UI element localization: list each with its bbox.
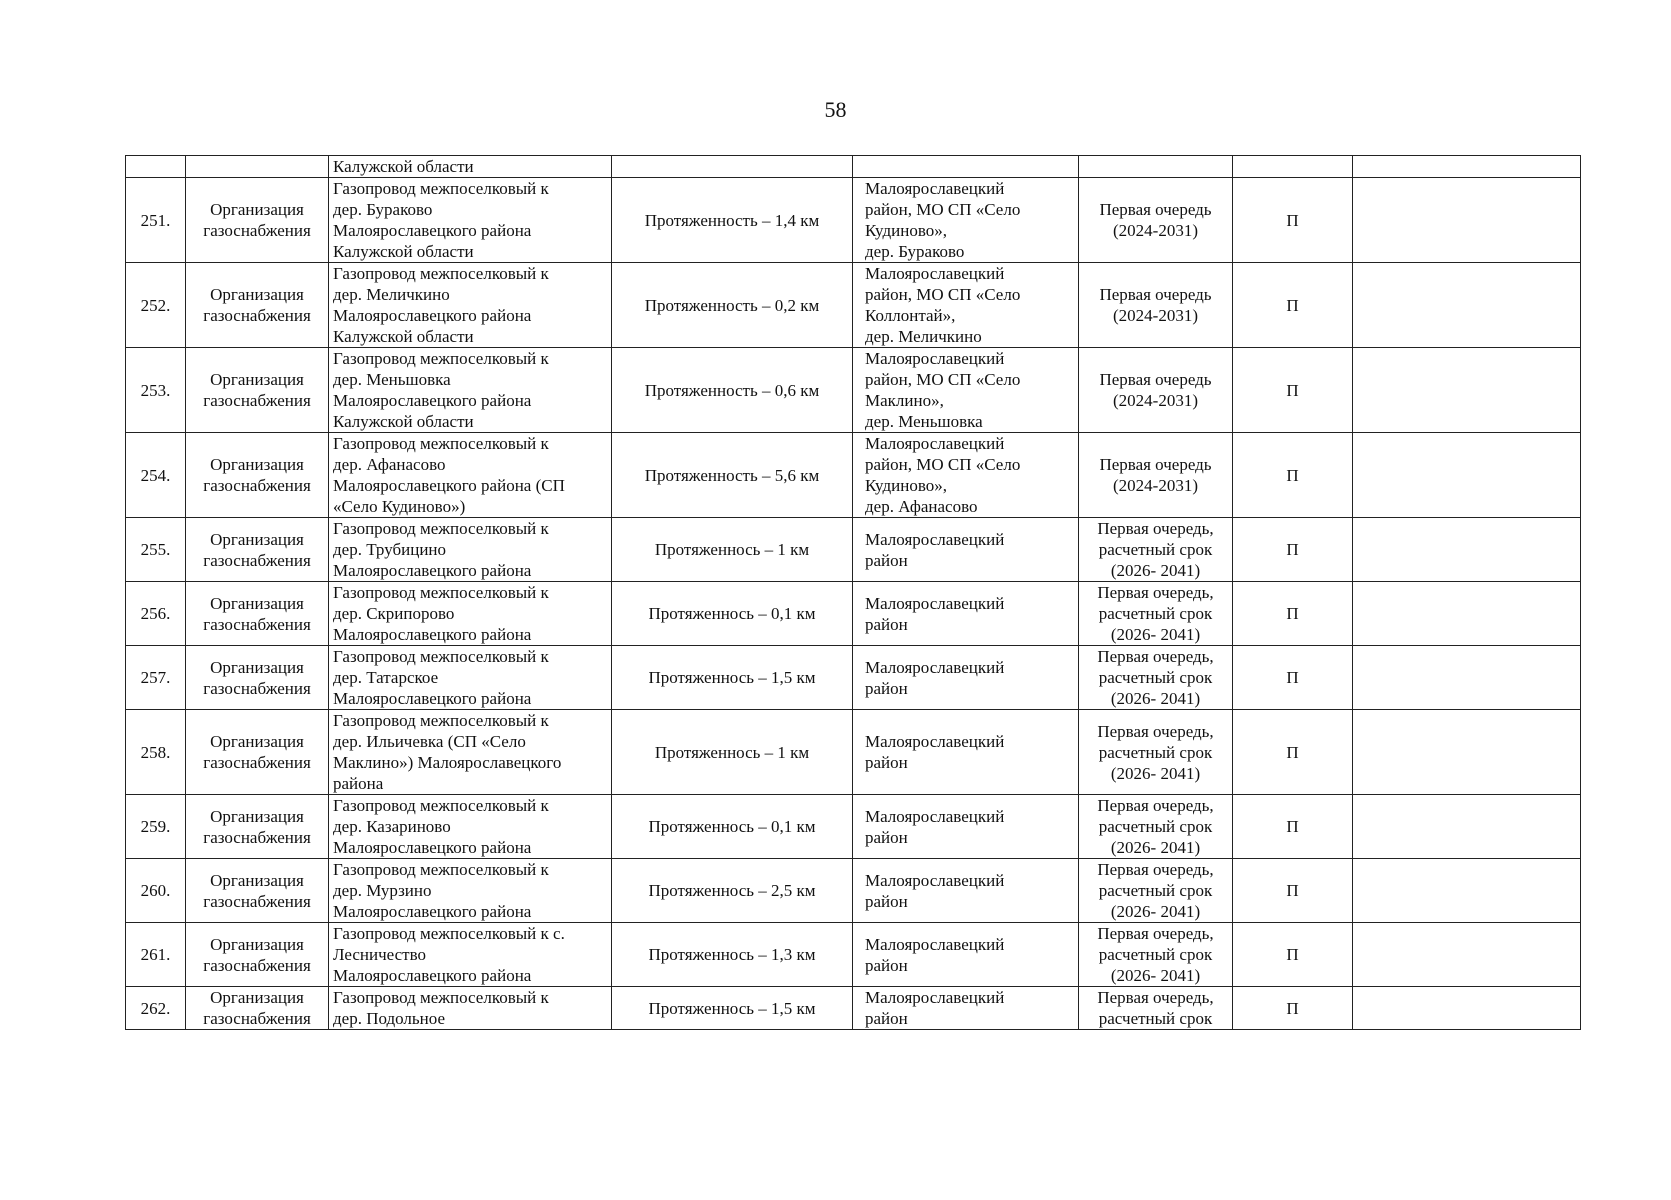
cell-name-line: дер. Подольное bbox=[333, 1009, 445, 1028]
cell-extra bbox=[1353, 263, 1581, 348]
cell-location bbox=[853, 859, 1079, 923]
cell-name-line: Газопровод межпоселковый к bbox=[333, 988, 549, 1007]
cell-stage bbox=[1079, 646, 1233, 710]
cell-type-line: газоснабжения bbox=[203, 391, 311, 410]
cell-extra bbox=[1353, 156, 1581, 178]
cell-characteristic: Протяженнось – 1,5 км bbox=[612, 646, 853, 710]
cell-name-line: дер. Скрипорово bbox=[333, 604, 455, 623]
cell-extra bbox=[1353, 710, 1581, 795]
cell-location-line: район bbox=[865, 955, 908, 975]
cell-characteristic: Протяженность – 5,6 км bbox=[612, 433, 853, 518]
cell-name-line: Малоярославецкого района bbox=[333, 561, 532, 580]
page-number: 58 bbox=[824, 97, 847, 122]
cell-name bbox=[329, 795, 612, 859]
cell-status bbox=[1233, 156, 1353, 178]
cell-extra bbox=[1353, 987, 1581, 1030]
cell-name-line: Газопровод межпоселковый к bbox=[333, 519, 549, 538]
cell-name-line: Малоярославецкого района bbox=[333, 391, 532, 410]
cell-name-line: Малоярославецкого района bbox=[333, 902, 532, 921]
cell-type-line: газоснабжения bbox=[203, 476, 311, 495]
cell-location bbox=[853, 263, 1079, 348]
cell-location-line: район, МО СП «Село bbox=[865, 455, 1021, 474]
cell-num: 255. bbox=[126, 518, 186, 582]
cell-stage bbox=[1079, 987, 1233, 1030]
cell-stage-line: расчетный срок bbox=[1098, 668, 1213, 687]
cell-name-line: Лесничество bbox=[333, 945, 427, 964]
table-row bbox=[126, 646, 1581, 710]
cell-status: П bbox=[1233, 518, 1353, 582]
cell-characteristic: Протяженнось – 2,5 км bbox=[612, 859, 853, 923]
cell-stage bbox=[1079, 178, 1233, 263]
cell-num: 262. bbox=[126, 987, 186, 1030]
cell-location-line: Малоярославецкий bbox=[865, 349, 1005, 368]
cell-name-line: Калужской области bbox=[333, 327, 474, 346]
cell-location bbox=[853, 923, 1079, 987]
cell-location bbox=[853, 156, 1079, 178]
cell-type-line: Организация bbox=[210, 806, 304, 826]
cell-type-line: Организация bbox=[210, 529, 304, 549]
cell-stage-line: (2024-2031) bbox=[1113, 391, 1198, 410]
cell-name-line: района bbox=[333, 774, 384, 793]
cell-location-line: Кудиново», bbox=[865, 476, 947, 495]
cell-stage-line: Первая очередь bbox=[1099, 200, 1212, 219]
cell-extra bbox=[1353, 433, 1581, 518]
cell-status: П bbox=[1233, 923, 1353, 987]
cell-num: 253. bbox=[126, 348, 186, 433]
cell-name-line: Малоярославецкого района bbox=[333, 838, 532, 857]
cell-name-line: Малоярославецкого района (СП bbox=[333, 476, 565, 495]
continuation-text: Калужской области bbox=[329, 156, 612, 178]
cell-location-line: район, МО СП «Село bbox=[865, 285, 1021, 304]
cell-location-line: Малоярославецкий bbox=[865, 264, 1005, 283]
cell-stage-line: Первая очередь, bbox=[1097, 519, 1214, 538]
cell-name bbox=[329, 859, 612, 923]
cell-location-line: Маклино», bbox=[865, 391, 944, 410]
cell-location bbox=[853, 348, 1079, 433]
cell-location-line: район bbox=[865, 550, 908, 570]
cell-name-line: Газопровод межпоселковый к bbox=[333, 583, 549, 602]
cell-name bbox=[329, 710, 612, 795]
cell-extra bbox=[1353, 646, 1581, 710]
cell-location-line: дер. Бураково bbox=[865, 242, 965, 261]
cell-stage-line: расчетный срок bbox=[1098, 742, 1213, 762]
cell-name-line: Маклино») Малоярославецкого bbox=[333, 753, 562, 772]
cell-extra bbox=[1353, 348, 1581, 433]
cell-location-line: Малоярославецкий bbox=[865, 806, 1005, 826]
cell-type bbox=[186, 710, 329, 795]
cell-characteristic bbox=[612, 156, 853, 178]
cell-stage-line: расчетный срок bbox=[1098, 540, 1213, 559]
cell-type bbox=[186, 923, 329, 987]
cell-num: 259. bbox=[126, 795, 186, 859]
cell-stage-line: Первая очередь, bbox=[1097, 721, 1214, 741]
cell-characteristic: Протяженнось – 0,1 км bbox=[612, 582, 853, 646]
cell-name-line: «Село Кудиново») bbox=[333, 497, 466, 516]
cell-type bbox=[186, 582, 329, 646]
cell-name-line: дер. Меньшовка bbox=[333, 370, 451, 389]
cell-location-line: Малоярославецкий bbox=[865, 732, 1005, 751]
cell-stage-line: (2026- 2041) bbox=[1110, 625, 1201, 644]
cell-location bbox=[853, 433, 1079, 518]
cell-location bbox=[853, 178, 1079, 263]
cell-type-line: газоснабжения bbox=[203, 955, 311, 975]
cell-name-line: Малоярославецкого района bbox=[333, 625, 532, 644]
cell-status: П bbox=[1233, 582, 1353, 646]
cell-name-line: Малоярославецкого района bbox=[333, 966, 532, 985]
cell-stage-line: Первая очередь bbox=[1099, 285, 1212, 304]
cell-stage-line: расчетный срок bbox=[1098, 945, 1213, 964]
cell-stage bbox=[1079, 923, 1233, 987]
cell-stage-line: (2026- 2041) bbox=[1110, 902, 1201, 921]
cell-num bbox=[126, 156, 186, 178]
cell-status: П bbox=[1233, 646, 1353, 710]
cell-location-line: район bbox=[865, 1009, 908, 1028]
cell-location-line: дер. Афанасово bbox=[865, 497, 978, 516]
cell-type bbox=[186, 795, 329, 859]
cell-name-line: Малоярославецкого района bbox=[333, 689, 532, 708]
cell-type-line: Организация bbox=[210, 455, 304, 474]
cell-characteristic: Протяженнось – 1,3 км bbox=[612, 923, 853, 987]
cell-name-line: Газопровод межпоселковый к с. bbox=[333, 924, 565, 943]
cell-extra bbox=[1353, 923, 1581, 987]
cell-location-line: Малоярославецкий bbox=[865, 179, 1005, 198]
cell-characteristic: Протяженность – 0,6 км bbox=[612, 348, 853, 433]
cell-type-line: газоснабжения bbox=[203, 306, 311, 325]
cell-name-line: Малоярославецкого района bbox=[333, 221, 532, 240]
cell-type-line: Организация bbox=[210, 988, 304, 1007]
cell-name-line: Газопровод межпоселковый к bbox=[333, 860, 549, 879]
cell-characteristic: Протяженнось – 1,5 км bbox=[612, 987, 853, 1030]
cell-extra bbox=[1353, 859, 1581, 923]
cell-name-line: дер. Казариново bbox=[333, 817, 451, 836]
cell-type-line: Организация bbox=[210, 593, 304, 613]
table-row bbox=[126, 795, 1581, 859]
cell-name bbox=[329, 518, 612, 582]
cell-type-line: газоснабжения bbox=[203, 891, 311, 911]
cell-location-line: район bbox=[865, 891, 908, 911]
cell-type bbox=[186, 263, 329, 348]
continuation-row bbox=[126, 156, 1581, 178]
cell-location-line: дер. Меличкино bbox=[865, 327, 982, 346]
cell-status: П bbox=[1233, 859, 1353, 923]
cell-stage-line: расчетный срок bbox=[1098, 817, 1213, 836]
cell-name-line: дер. Татарское bbox=[333, 668, 439, 687]
cell-location-line: Малоярославецкий bbox=[865, 434, 1005, 453]
cell-stage-line: (2026- 2041) bbox=[1110, 763, 1201, 783]
cell-location-line: Малоярославецкий bbox=[865, 529, 1005, 549]
cell-type-line: Организация bbox=[210, 370, 304, 389]
cell-stage bbox=[1079, 263, 1233, 348]
cell-location-line: Кудиново», bbox=[865, 221, 947, 240]
cell-type-line: газоснабжения bbox=[203, 1009, 311, 1028]
cell-location-line: район bbox=[865, 678, 908, 698]
cell-type-line: Организация bbox=[210, 657, 304, 677]
cell-name bbox=[329, 433, 612, 518]
cell-num: 254. bbox=[126, 433, 186, 518]
cell-characteristic: Протяженнось – 0,1 км bbox=[612, 795, 853, 859]
cell-location bbox=[853, 646, 1079, 710]
cell-num: 258. bbox=[126, 710, 186, 795]
cell-type-line: газоснабжения bbox=[203, 678, 311, 698]
cell-location-line: район bbox=[865, 614, 908, 634]
cell-num: 252. bbox=[126, 263, 186, 348]
cell-location-line: Малоярославецкий bbox=[865, 934, 1005, 954]
cell-name-line: дер. Афанасово bbox=[333, 455, 446, 474]
cell-location bbox=[853, 987, 1079, 1030]
cell-type bbox=[186, 156, 329, 178]
cell-extra bbox=[1353, 178, 1581, 263]
cell-extra bbox=[1353, 518, 1581, 582]
cell-stage bbox=[1079, 433, 1233, 518]
cell-type-line: газоснабжения bbox=[203, 550, 311, 570]
cell-location bbox=[853, 795, 1079, 859]
cell-type bbox=[186, 348, 329, 433]
cell-stage bbox=[1079, 859, 1233, 923]
cell-name-line: Калужской области bbox=[333, 412, 474, 431]
cell-name-line: дер. Меличкино bbox=[333, 285, 450, 304]
cell-num: 256. bbox=[126, 582, 186, 646]
cell-type bbox=[186, 178, 329, 263]
cell-stage-line: расчетный срок bbox=[1098, 1009, 1213, 1028]
cell-name-line: дер. Ильичевка (СП «Село bbox=[333, 732, 526, 751]
table-row bbox=[126, 710, 1581, 795]
cell-type bbox=[186, 646, 329, 710]
cell-characteristic: Протяженность – 0,2 км bbox=[612, 263, 853, 348]
cell-stage-line: Первая очередь, bbox=[1097, 796, 1214, 815]
cell-type bbox=[186, 518, 329, 582]
cell-type bbox=[186, 987, 329, 1030]
cell-location-line: Малоярославецкий bbox=[865, 657, 1005, 677]
cell-name-line: Газопровод межпоселковый к bbox=[333, 796, 549, 815]
cell-name-line: Калужской области bbox=[333, 242, 474, 261]
cell-stage-line: Первая очередь, bbox=[1097, 860, 1214, 879]
cell-location bbox=[853, 710, 1079, 795]
cell-status: П bbox=[1233, 987, 1353, 1030]
cell-location-line: Коллонтай», bbox=[865, 306, 956, 325]
table-row bbox=[126, 859, 1581, 923]
cell-extra bbox=[1353, 582, 1581, 646]
cell-location-line: Малоярославецкий bbox=[865, 593, 1005, 613]
table-row bbox=[126, 348, 1581, 433]
cell-status: П bbox=[1233, 710, 1353, 795]
cell-stage-line: Первая очередь bbox=[1099, 455, 1212, 474]
cell-name bbox=[329, 987, 612, 1030]
cell-name bbox=[329, 178, 612, 263]
cell-status: П bbox=[1233, 433, 1353, 518]
cell-name bbox=[329, 582, 612, 646]
cell-name-line: дер. Мурзино bbox=[333, 881, 432, 900]
cell-stage bbox=[1079, 348, 1233, 433]
cell-extra bbox=[1353, 795, 1581, 859]
cell-name-line: Газопровод межпоселковый к bbox=[333, 264, 549, 283]
cell-stage-line: Первая очередь bbox=[1099, 370, 1212, 389]
table-row bbox=[126, 923, 1581, 987]
cell-stage-line: расчетный срок bbox=[1098, 881, 1213, 900]
cell-location-line: Малоярославецкий bbox=[865, 870, 1005, 890]
cell-characteristic: Протяженнось – 1 км bbox=[612, 518, 853, 582]
cell-stage-line: (2026- 2041) bbox=[1110, 966, 1201, 985]
cell-stage-line: Первая очередь, bbox=[1097, 647, 1214, 666]
cell-stage-line: Первая очередь, bbox=[1097, 988, 1214, 1007]
cell-status: П bbox=[1233, 795, 1353, 859]
cell-stage-line: (2024-2031) bbox=[1113, 306, 1198, 325]
cell-location-line: район, МО СП «Село bbox=[865, 200, 1021, 219]
cell-location bbox=[853, 518, 1079, 582]
objects-table bbox=[125, 155, 1581, 1030]
cell-stage-line: (2026- 2041) bbox=[1110, 689, 1201, 708]
table-row bbox=[126, 582, 1581, 646]
cell-stage-line: (2026- 2041) bbox=[1110, 838, 1201, 857]
cell-characteristic: Протяженнось – 1 км bbox=[612, 710, 853, 795]
cell-name bbox=[329, 263, 612, 348]
cell-name-line: Малоярославецкого района bbox=[333, 306, 532, 325]
cell-location-line: район, МО СП «Село bbox=[865, 370, 1021, 389]
table-row bbox=[126, 178, 1581, 263]
cell-type-line: Организация bbox=[210, 732, 304, 751]
table-row bbox=[126, 263, 1581, 348]
cell-location-line: дер. Меньшовка bbox=[865, 412, 983, 431]
cell-characteristic: Протяженность – 1,4 км bbox=[612, 178, 853, 263]
cell-type-line: газоснабжения bbox=[203, 614, 311, 634]
cell-type-line: Организация bbox=[210, 934, 304, 954]
cell-num: 261. bbox=[126, 923, 186, 987]
cell-name bbox=[329, 923, 612, 987]
cell-location-line: район bbox=[865, 827, 908, 847]
cell-stage-line: Первая очередь, bbox=[1097, 924, 1214, 943]
cell-num: 251. bbox=[126, 178, 186, 263]
cell-type-line: газоснабжения bbox=[203, 221, 311, 240]
cell-stage bbox=[1079, 795, 1233, 859]
cell-location bbox=[853, 582, 1079, 646]
cell-status: П bbox=[1233, 263, 1353, 348]
cell-stage-line: расчетный срок bbox=[1098, 604, 1213, 623]
cell-stage-line: (2024-2031) bbox=[1113, 221, 1198, 240]
table-row bbox=[126, 433, 1581, 518]
cell-num: 257. bbox=[126, 646, 186, 710]
cell-type-line: Организация bbox=[210, 285, 304, 304]
cell-type bbox=[186, 433, 329, 518]
cell-name-line: дер. Трубицино bbox=[333, 540, 447, 559]
cell-name-line: Газопровод межпоселковый к bbox=[333, 647, 549, 666]
cell-name-line: дер. Бураково bbox=[333, 200, 433, 219]
cell-stage-line: (2026- 2041) bbox=[1110, 561, 1201, 580]
cell-name-line: Газопровод межпоселковый к bbox=[333, 349, 549, 368]
cell-name-line: Газопровод межпоселковый к bbox=[333, 711, 549, 730]
cell-type-line: газоснабжения bbox=[203, 753, 311, 772]
cell-type-line: газоснабжения bbox=[203, 827, 311, 847]
cell-stage-line: (2024-2031) bbox=[1113, 476, 1198, 495]
cell-type bbox=[186, 859, 329, 923]
cell-type-line: Организация bbox=[210, 870, 304, 890]
cell-name-line: Газопровод межпоселковый к bbox=[333, 179, 549, 198]
cell-status: П bbox=[1233, 178, 1353, 263]
cell-name-line: Газопровод межпоселковый к bbox=[333, 434, 549, 453]
cell-location-line: район bbox=[865, 753, 908, 772]
cell-name bbox=[329, 348, 612, 433]
cell-stage-line: Первая очередь, bbox=[1097, 583, 1214, 602]
cell-name bbox=[329, 646, 612, 710]
table-row bbox=[126, 987, 1581, 1030]
table-body bbox=[126, 156, 1581, 1030]
cell-location-line: Малоярославецкий bbox=[865, 988, 1005, 1007]
cell-status: П bbox=[1233, 348, 1353, 433]
cell-type-line: Организация bbox=[210, 200, 304, 219]
table-row bbox=[126, 518, 1581, 582]
cell-stage bbox=[1079, 518, 1233, 582]
cell-stage bbox=[1079, 156, 1233, 178]
cell-num: 260. bbox=[126, 859, 186, 923]
cell-stage bbox=[1079, 710, 1233, 795]
cell-stage bbox=[1079, 582, 1233, 646]
